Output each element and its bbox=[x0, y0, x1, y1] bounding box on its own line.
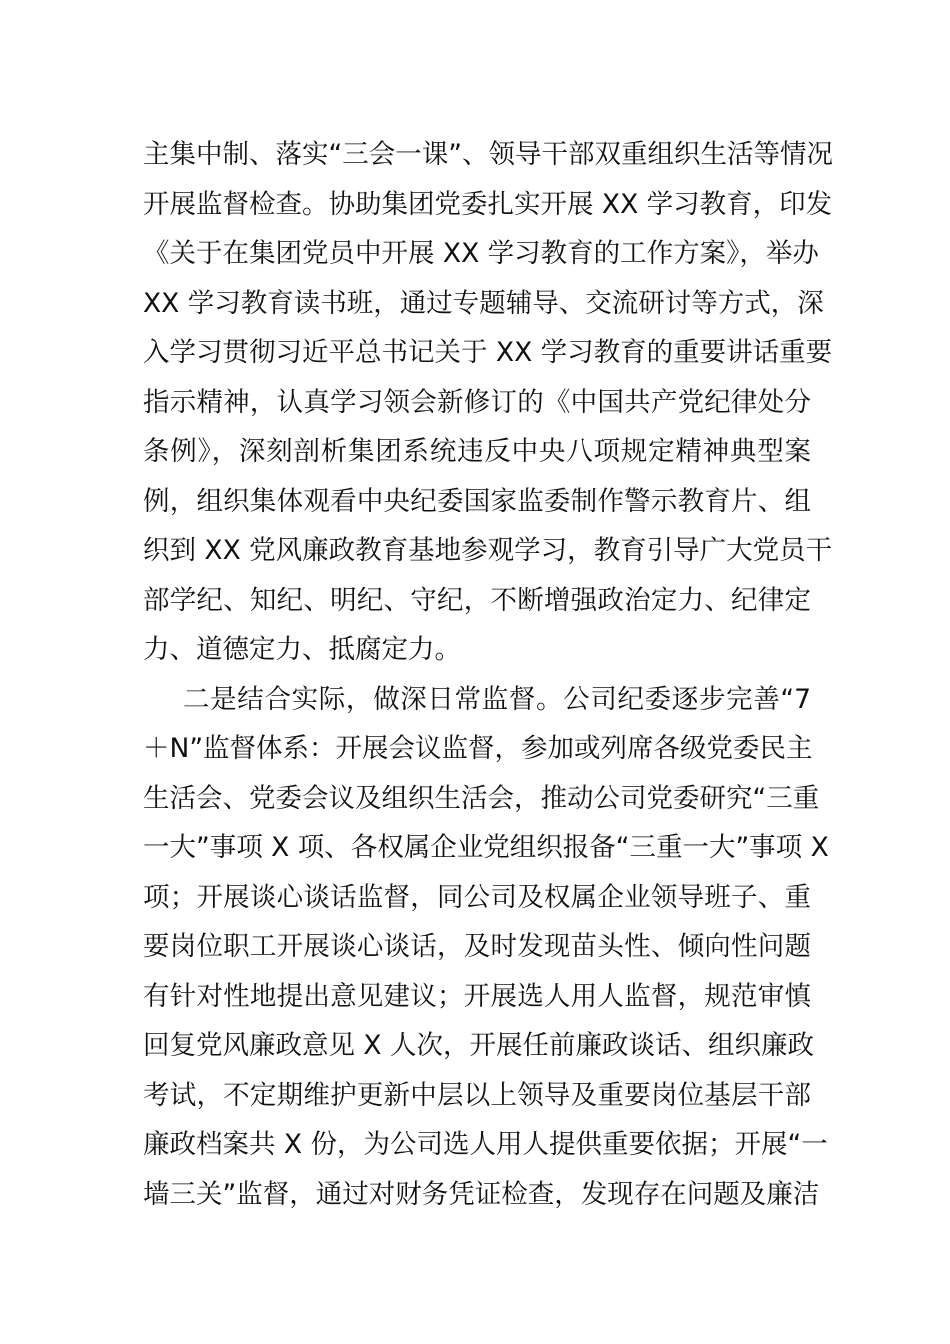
text-line: 有针对性地提出意见建议；开展选人用人监督，规范审慎 bbox=[143, 980, 811, 1012]
body-text bbox=[143, 130, 833, 1219]
text-line: 项；开展谈心谈话监督，同公司及权属企业领导班子、重 bbox=[143, 881, 811, 913]
text-line: 回复党风廉政意见 X 人次，开展任前廉政谈话、组织廉政 bbox=[143, 1030, 815, 1061]
text-line: 织到 XX 党风廉政教育基地参观学习，教育引导广大党员干 bbox=[143, 535, 833, 566]
paragraph-start-line: 二是结合实际，做深日常监督。公司纪委逐步完善“7 bbox=[183, 683, 811, 715]
text-line: 生活会、党委会议及组织生活会，推动公司党委研究“三重 bbox=[143, 782, 820, 814]
text-line: 廉政档案共 X 份，为公司选人用人提供重要依据；开展“一 bbox=[143, 1129, 828, 1160]
text-line: XX 学习教育读书班，通过专题辅导、交流研讨等方式，深 bbox=[143, 287, 824, 319]
text-line: 《关于在集团党员中开展 XX 学习教育的工作方案》，举办 bbox=[143, 238, 819, 269]
text-line: 考试，不定期维护更新中层以上领导及重要岗位基层干部 bbox=[143, 1079, 811, 1111]
text-line: 入学习贯彻习近平总书记关于 XX 学习教育的重要讲话重要 bbox=[143, 337, 833, 368]
text-line: 开展监督检查。协助集团党委扎实开展 XX 学习教育，印发 bbox=[143, 188, 833, 220]
text-line: 要岗位职工开展谈心谈话，及时发现苗头性、倾向性问题 bbox=[143, 931, 811, 962]
text-line: 墙三关”监督，通过对财务凭证检查，发现存在问题及廉洁 bbox=[143, 1178, 820, 1210]
text-line: 例，组织集体观看中央纪委国家监委制作警示教育片、组 bbox=[143, 485, 811, 517]
text-line: 部学纪、知纪、明纪、守纪，不断增强政治定力、纪律定 bbox=[143, 584, 811, 616]
text-line: 条例》，深刻剖析集团系统违反中央八项规定精神典型案 bbox=[143, 436, 811, 467]
text-line: 一大”事项 X 项、各权属企业党组织报备“三重一大”事项 X bbox=[143, 832, 829, 863]
text-line: 主集中制、落实“三会一课”、领导干部双重组织生活等情况 bbox=[143, 139, 833, 170]
text-line: 指示精神，认真学习领会新修订的《中国共产党纪律处分 bbox=[143, 386, 811, 418]
text-line: ＋N”监督体系：开展会议监督，参加或列席各级党委民主 bbox=[143, 733, 813, 764]
text-line: 力、道德定力、抵腐定力。 bbox=[143, 634, 461, 665]
